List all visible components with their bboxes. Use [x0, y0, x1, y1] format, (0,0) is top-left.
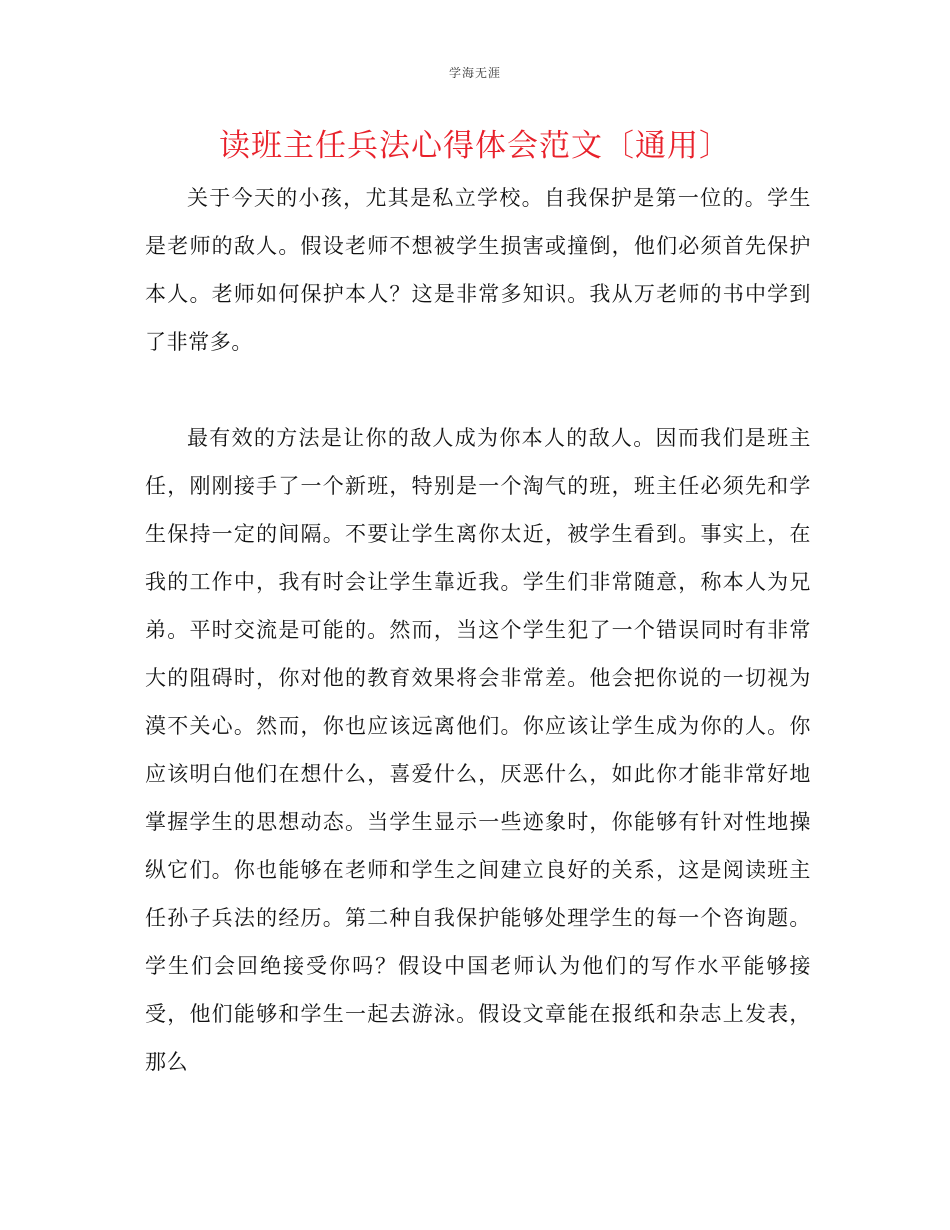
document-body — [145, 174, 811, 1086]
paragraph-2: 最有效的方法是让你的敌人成为你本人的敌人。因而我们是班主任，刚刚接手了一个新班，特别是一个淘气的班，班主任必须先和学生保持一定的间隔。不要让学生离你太近，被学生看到。事实上，在我的工作中，我有时会让学生靠近我。学生们非常随意，称本人为兄弟。平时交流是可能的。然而，当这个学生犯了一个错误同时有非常大的阻碍时，你对他的教育效果将会非常差。他会把你说的一切视为漠不关心。然而，你也应该远离他们。你应该让学生成为你的人。你应该明白他们在想什么，喜爱什么，厌恶什么，如此你才能非常好地掌握学生的思想动态。当学生显示一些迹象时，你能够有针对性地操纵它们。你也能够在老师和学生之间建立良好的关系，这是阅读班主任孙子兵法的经历。第二种自我保护能够处理学生的每一个咨询题。学生们会回绝接受你吗？假设中国老师认为他们的写作水平能够接受，他们能够和学生一起去游泳。假设文章能在报纸和杂志上发表，那么 — [145, 426, 811, 1074]
paragraph-1: 关于今天的小孩，尤其是私立学校。自我保护是第一位的。学生是老师的敌人。假设老师不想被学生损害或撞倒，他们必须首先保护本人。老师如何保护本人？这是非常多知识。我从万老师的书中学到了非常多。 — [145, 186, 811, 354]
paragraph-gap — [145, 366, 811, 414]
document-title: 读班主任兵法心得体会范文〔通用〕 — [219, 128, 731, 164]
page-header: 学海无涯 — [448, 66, 501, 80]
